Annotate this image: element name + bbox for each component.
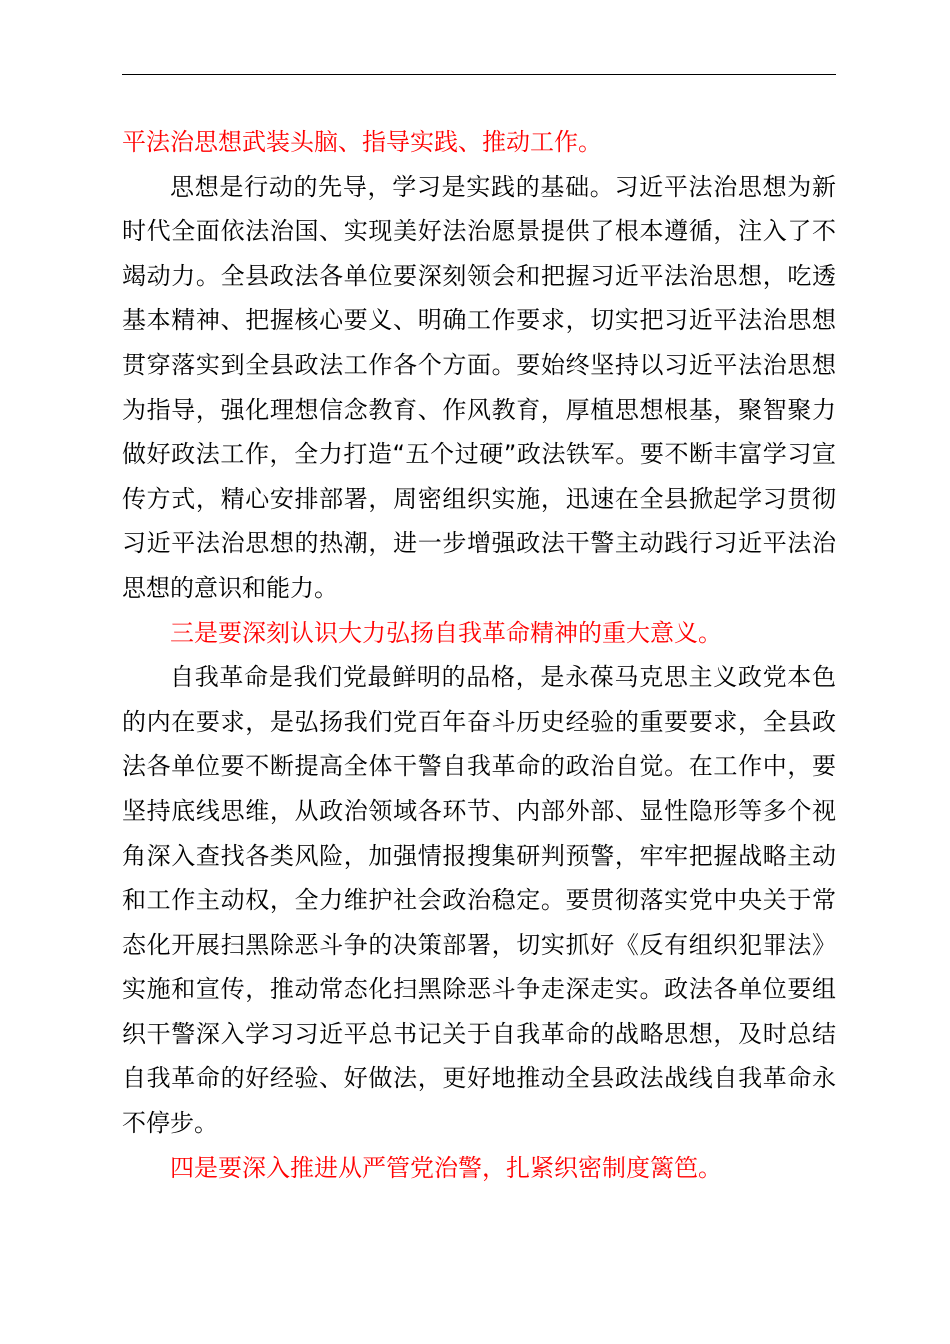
paragraph-body: 自我革命是我们党最鲜明的品格，是永葆马克思主义政党本色的内在要求，是弘扬我们党百年奋斗历史经验的重要要求，全县政法各单位要不断提高全体干警自我革命的政治自觉。在工作中，要坚持底线思维，从政治领域各环节、内部外部、显性隐形等多个视角深入查找各类风险，加强情报搜集研判预警，牢牢把握战略主动和工作主动权，全力维护社会政治稳定。要贯彻落实党中央关于常态化开展扫黑除恶斗争的决策部署，切实抓好《反有组织犯罪法》实施和宣传，推动常态化扫黑除恶斗争走深走实。政法各单位要组织干警深入学习习近平总书记关于自我革命的战略思想，及时总结自我革命的好经验、好做法，更好地推动全县政法战线自我革命永不停步。: [122, 663, 836, 1138]
section-heading-four: 四是要深入推进从严管党治警，扎紧织密制度篱笆。: [170, 1153, 722, 1182]
document-body: [122, 120, 836, 1190]
header-rule: [122, 74, 836, 75]
paragraph-body: 思想是行动的先导，学习是实践的基础。习近平法治思想为新时代全面依法治国、实现美好法治愿景提供了根本遵循，注入了不竭动力。全县政法各单位要深刻领会和把握习近平法治思想，吃透基本精神、把握核心要义、明确工作要求，切实把习近平法治思想贯穿落实到全县政法工作各个方面。要始终坚持以习近平法治思想为指导，强化理想信念教育、作风教育，厚植思想根基，聚智聚力做好政法工作，全力打造“五个过硬”政法铁军。要不断丰富学习宣传方式，精心安排部署，周密组织实施，迅速在全县掀起学习贯彻习近平法治思想的热潮，进一步增强政法干警主动践行习近平法治思想的意识和能力。: [122, 172, 836, 602]
section-heading-three: 三是要深刻认识大力弘扬自我革命精神的重大意义。: [170, 618, 722, 647]
paragraph-heading-continuation: 平法治思想武装头脑、指导实践、推动工作。: [122, 128, 602, 156]
